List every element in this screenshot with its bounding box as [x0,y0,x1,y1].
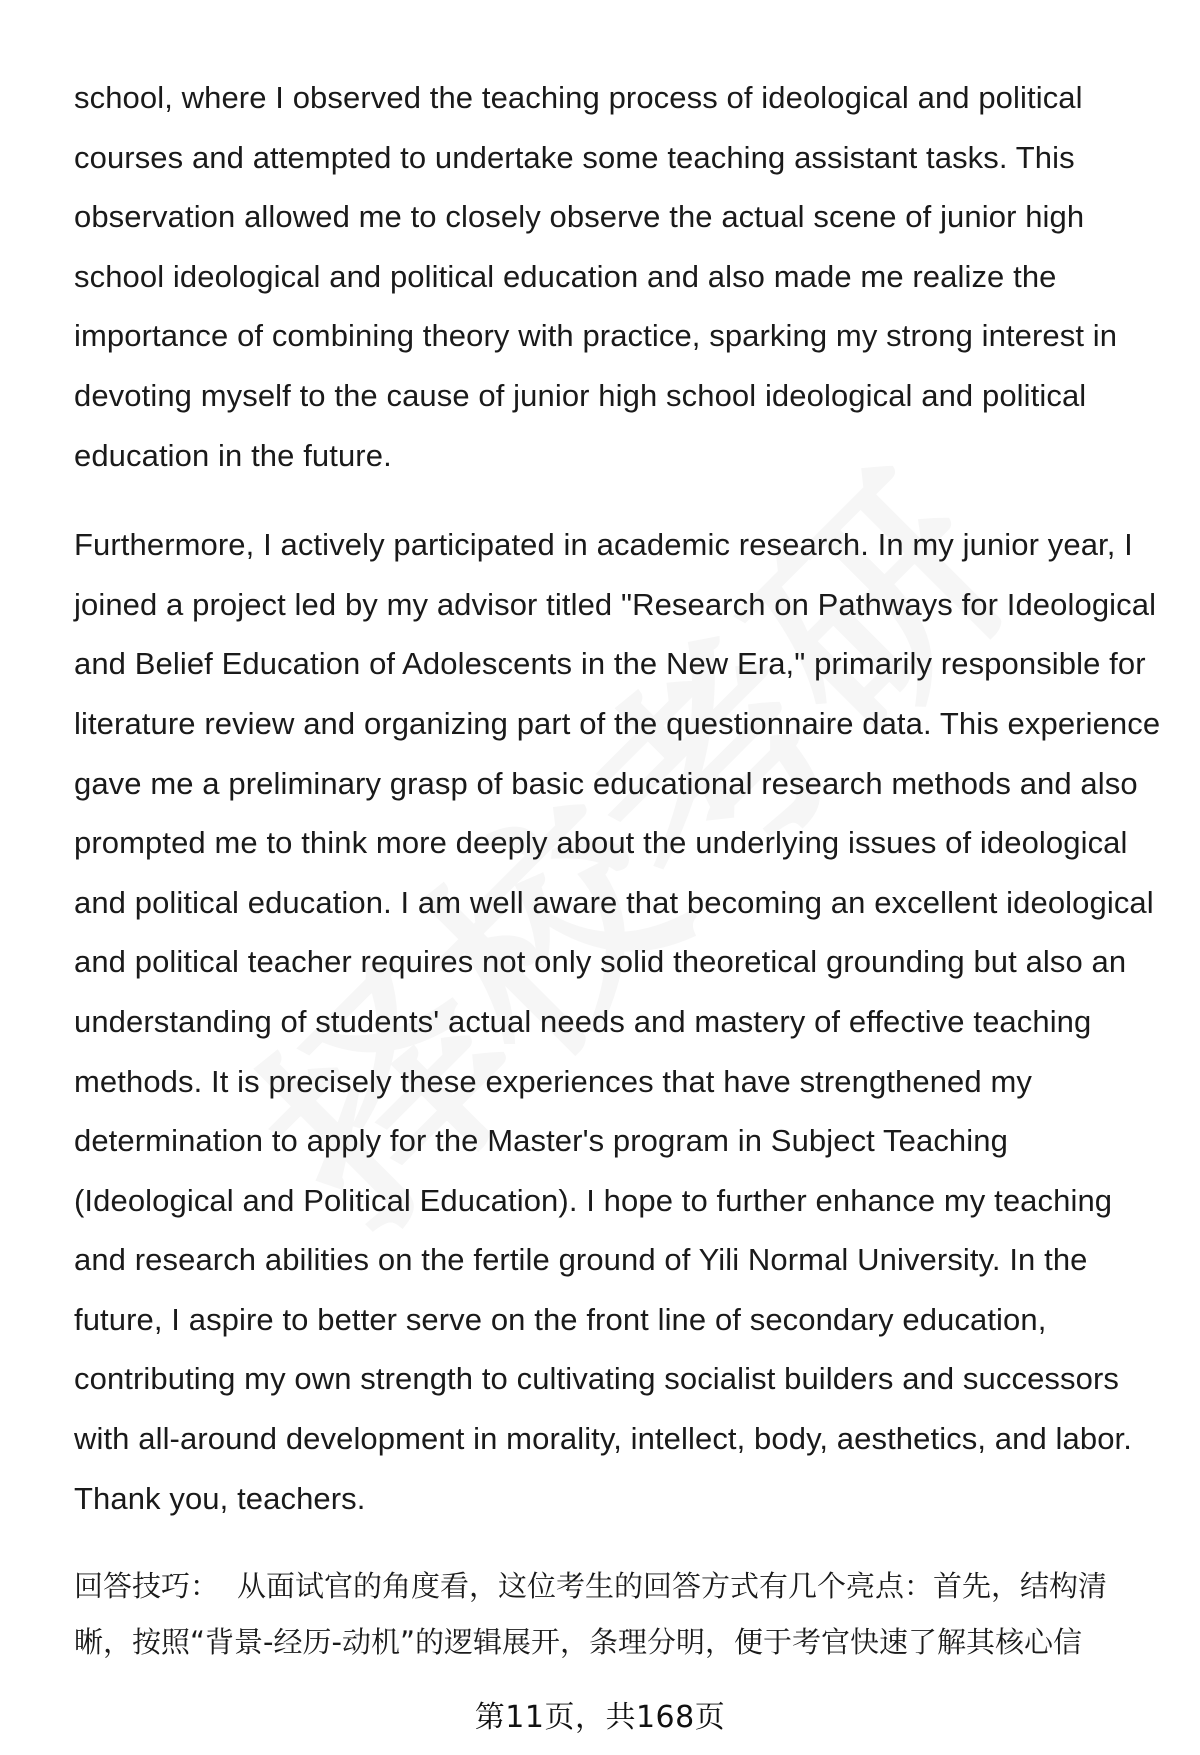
page-number-footer: 第11页，共168页 [474,1700,726,1735]
body-paragraph-2: Furthermore, I actively participated in academic research. In my junior year, I joined a project led by my advisor titled "Research on Pathways for Ideological and Belief Education of Adolescents in the New Era," primarily responsible for literature review and organizing part of the questionnaire data. This experience gave me a preliminary grasp of basic educational research methods and also prompted me to think more deeply about the underlying issues of ideological and political education. I am well aware that becoming an excellent ideological and political teacher requires not only solid theoretical grounding but also an understanding of students' actual needs and mastery of effective teaching methods. It is precisely these experiences that have strengthened my determination to apply for the Master's program in Subject Teaching (Ideological and Political Education). I hope to further enhance my teaching and research abilities on the fertile ground of Yili Normal University. In the future, I aspire to better serve on the front line of secondary education, contributing my own strength to cultivating socialist builders and successors with all-around development in morality, intellect, body, aesthetics, and labor. Thank you, teachers. [74,527,1161,1516]
document-body [74,68,1164,1670]
answer-tips [74,1558,1164,1670]
answer-tips-label: 回答技巧： [74,1569,220,1604]
answer-tips-text: 从面试官的角度看，这位考生的回答方式有几个亮点：首先，结构清晰，按照“背景-经历-动机”的逻辑展开，条理分明，便于考官快速了解其核心信 [74,1569,1108,1660]
body-paragraph-1: school, where I observed the teaching process of ideological and political courses and attempted to undertake some teaching assistant tasks. This observation allowed me to closely observe the actual scene of junior high school ideological and political education and also made me realize the importance of combining theory with practice, sparking my strong interest in devoting myself to the cause of junior high school ideological and political education in the future. [74,80,1118,473]
